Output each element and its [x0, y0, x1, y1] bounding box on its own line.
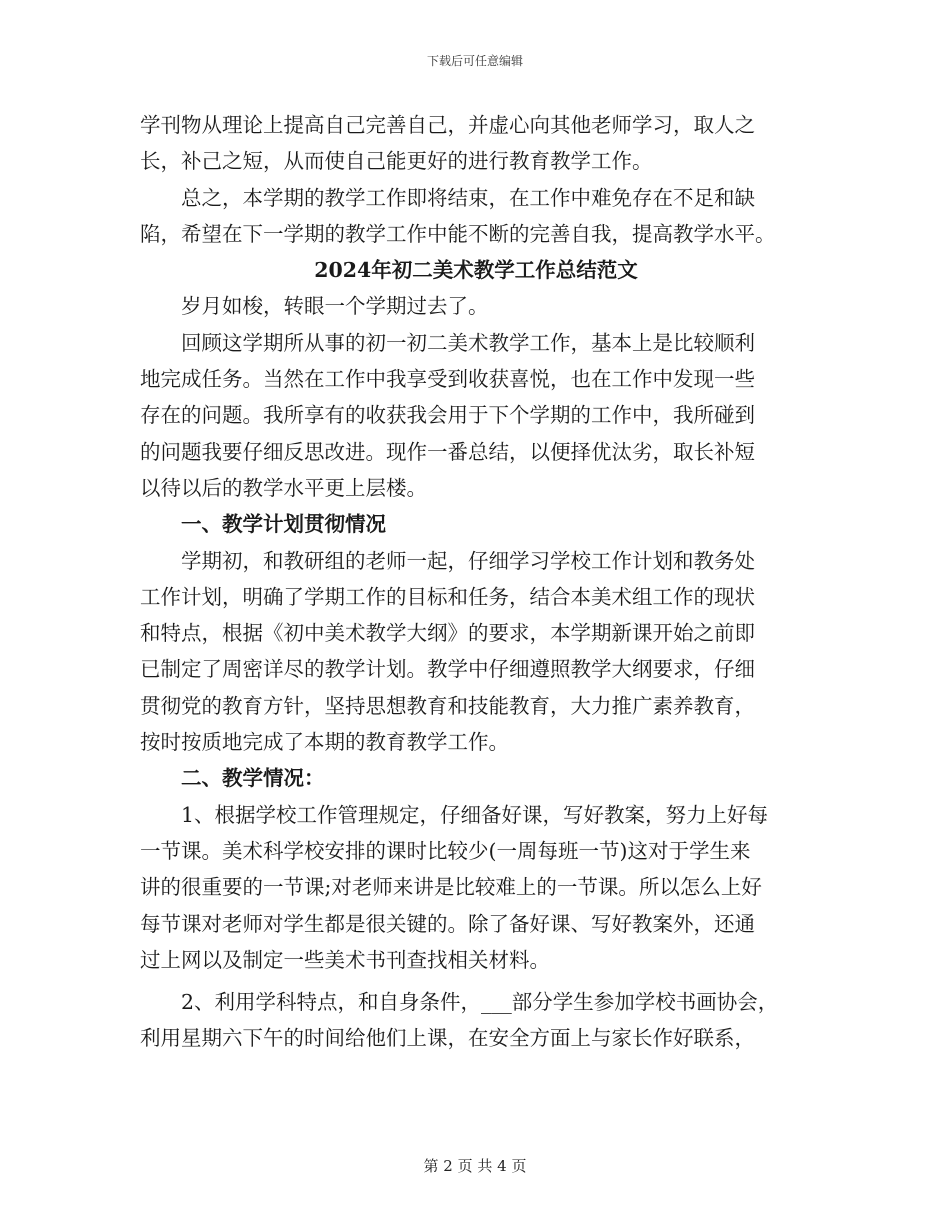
paragraph-line: 岁月如梭，转眼一个学期过去了。 — [181, 294, 489, 319]
paragraph-line: 1、根据学校工作管理规定，仔细备好课，写好教案，努力上好每 — [181, 802, 769, 827]
paragraph-line: 的问题我要仔细反思改进。现作一番总结，以便择优汰劣，取长补短 — [140, 439, 755, 464]
paragraph-line: 利用星期六下午的时间给他们上课，在安全方面上与家长作好联系， — [140, 1026, 755, 1051]
paragraph-line: 学刊物从理论上提高自己完善自己，并虚心向其他老师学习，取人之 — [140, 113, 755, 137]
document-title: 2024年初二美术教学工作总结范文 — [314, 258, 638, 283]
paragraph-line: 过上网以及制定一些美术书刊查找相关材料。 — [140, 947, 550, 972]
paragraph-line: 以待以后的教学水平更上层楼。 — [140, 475, 427, 500]
paragraph-line: 陷，希望在下一学期的教学工作中能不断的完善自我，提高教学水平。 — [140, 221, 776, 246]
paragraph-line: 每节课对老师对学生都是很关键的。除了备好课、写好教案外，还通 — [140, 911, 755, 936]
paragraph-line: 工作计划，明确了学期工作的目标和任务，结合本美术组工作的现状 — [140, 584, 755, 609]
document-body — [140, 107, 812, 1057]
paragraph-line: 按时按质地完成了本期的教育教学工作。 — [140, 730, 509, 755]
paragraph-line: 2、利用学科特点，和自身条件，___部分学生参加学校书画协会， — [181, 990, 779, 1015]
paragraph-line: 一节课。美术科学校安排的课时比较少(一周每班一节)这对于学生来 — [140, 838, 751, 863]
paragraph-line: 回顾这学期所从事的初一初二美术教学工作，基本上是比较顺利 — [181, 330, 755, 355]
page-number: 第 2 页 共 4 页 — [423, 1157, 527, 1175]
paragraph-line: 地完成任务。当然在工作中我享受到收获喜悦，也在工作中发现一些 — [140, 367, 755, 392]
header-note: 下载后可任意编辑 — [426, 54, 523, 68]
paragraph-line: 贯彻党的教育方针，坚持思想教育和技能教育，大力推广素养教育， — [140, 693, 755, 718]
section-heading: 二、教学情况： — [181, 766, 325, 791]
paragraph-line: 总之，本学期的教学工作即将结束，在工作中难免存在不足和缺 — [181, 185, 755, 210]
paragraph-line: 学期初，和教研组的老师一起，仔细学习学校工作计划和教务处 — [181, 548, 755, 573]
paragraph-line: 和特点，根据《初中美术教学大纲》的要求，本学期新课开始之前即 — [140, 621, 755, 646]
paragraph-line: 讲的很重要的一节课;对老师来讲是比较难上的一节课。所以怎么上好 — [140, 875, 762, 900]
paragraph-line: 存在的问题。我所享有的收获我会用于下个学期的工作中，我所碰到 — [140, 403, 755, 428]
paragraph-line: 长，补己之短，从而使自己能更好的进行教育教学工作。 — [140, 149, 653, 174]
section-heading: 一、教学计划贯彻情况 — [181, 512, 386, 537]
paragraph-line: 已制定了周密详尽的教学计划。教学中仔细遵照教学大纲要求，仔细 — [140, 657, 755, 682]
